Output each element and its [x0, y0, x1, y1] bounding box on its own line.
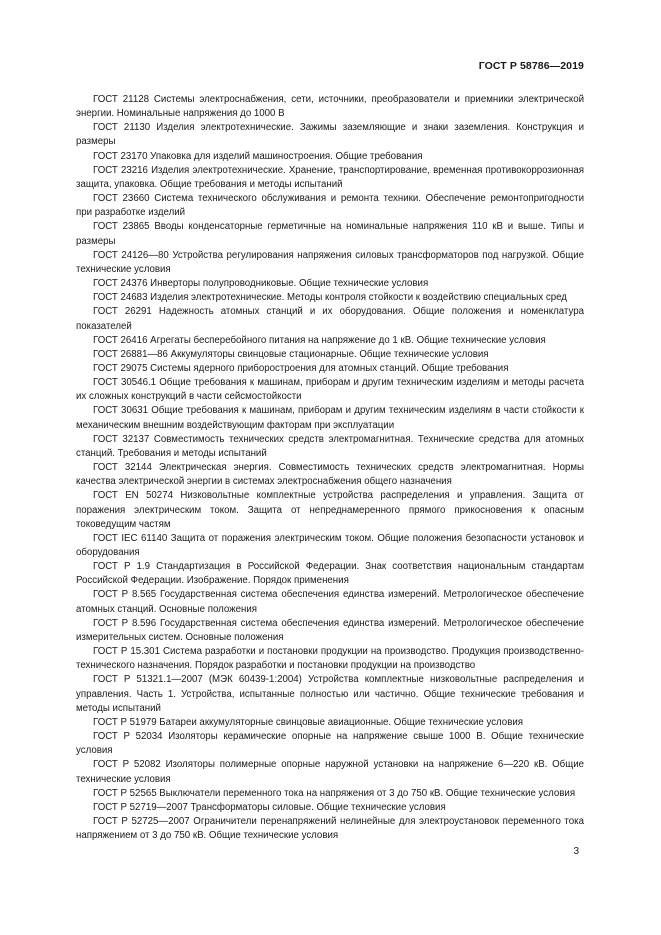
reference-item: ГОСТ 32144 Электрическая энергия. Совместимость технических средств электромагнитная. Нормы качества электрической энергии в системах электроснабжения общего назначения: [76, 462, 584, 488]
reference-item: ГОСТ 23865 Вводы конденсаторные герметичные на номинальные напряжения 110 кВ и выше. Типы и размеры: [76, 221, 584, 247]
reference-item: ГОСТ IEC 61140 Защита от поражения электрическим током. Общие положения безопасности установок и оборудования: [76, 532, 584, 558]
reference-item: ГОСТ Р 1.9 Стандартизация в Российской Федерации. Знак соответствия национальным стандартам Российской Федерации. Изображение. Порядок применения: [76, 561, 584, 587]
reference-item: ГОСТ Р 8.565 Государственная система обеспечения единства измерений. Метрологическое обеспечение атомных станций. Основные положения: [76, 589, 584, 615]
reference-item: ГОСТ 29075 Системы ядерного приборостроения для атомных станций. Общие требования: [93, 362, 509, 374]
reference-item: ГОСТ 21130 Изделия электротехнические. Зажимы заземляющие и знаки заземления. Конструкция и размеры: [76, 122, 584, 148]
reference-item: ГОСТ 24683 Изделия электротехнические. Методы контроля стойкости к воздействию специальных сред: [93, 292, 567, 304]
reference-item: ГОСТ 23170 Упаковка для изделий машиностроения. Общие требования: [93, 150, 423, 162]
reference-item: ГОСТ 26881—86 Аккумуляторы свинцовые стационарные. Общие технические условия: [93, 348, 489, 360]
reference-item: ГОСТ Р 52034 Изоляторы керамические опорные на напряжение свыше 1000 В. Общие технические условия: [76, 731, 584, 757]
reference-item: ГОСТ 24376 Инверторы полупроводниковые. Общие технические условия: [93, 278, 429, 290]
reference-item: ГОСТ 26291 Надежность атомных станций и их оборудования. Общие положения и номенклатура показателей: [76, 306, 584, 332]
reference-item: ГОСТ 30631 Общие требования к машинам, приборам и другим техническим изделиям в части стойкости к механическим внешним воздействующим факторам при эксплуатации: [76, 405, 584, 431]
reference-item: ГОСТ Р 52719—2007 Трансформаторы силовые. Общие технические условия: [93, 801, 446, 813]
reference-item: ГОСТ 26416 Агрегаты бесперебойного питания на напряжение до 1 кВ. Общие технические условия: [93, 334, 546, 346]
reference-item: ГОСТ EN 50274 Низковольтные комплектные устройства распределения и управления. Защита от поражения электрическим током. Защита от непреднамеренного прямого прикосновения к опасным токоведущим частям: [76, 490, 584, 530]
reference-item: ГОСТ Р 52725—2007 Ограничители перенапряжений нелинейные для электроустановок переменного тока напряжением от 3 до 750 кВ. Общие технические условия: [76, 815, 584, 842]
reference-item: ГОСТ 32137 Совместимость технических средств электромагнитная. Технические средства для атомных станций. Требования и методы испытаний: [76, 433, 584, 459]
reference-item: ГОСТ 23660 Система технического обслуживания и ремонта техники. Обеспечение ремонтопригодности при разработке изделий: [76, 193, 584, 219]
reference-item: ГОСТ Р 52565 Выключатели переменного тока на напряжения от 3 до 750 кВ. Общие технические условия: [93, 787, 576, 799]
reference-item: ГОСТ 23216 Изделия электротехнические. Хранение, транспортирование, временная противокоррозионная защита, упаковка. Общие требования и методы испытаний: [76, 164, 584, 190]
normative-references-list: [76, 93, 584, 843]
document-header-id: ГОСТ Р 58786—2019: [478, 60, 584, 72]
reference-item: ГОСТ Р 8.596 Государственная система обеспечения единства измерений. Метрологическое обеспечение измерительных систем. Основные положения: [76, 617, 584, 643]
reference-item: ГОСТ Р 15.301 Система разработки и постановки продукции на производство. Продукция производственно-технического назначения. Порядок разработки и постановки продукции на производство: [76, 646, 584, 672]
reference-item: ГОСТ 21128 Системы электроснабжения, сети, источники, преобразователи и приемники электрической энергии. Номинальные напряжения до 1000 В: [76, 94, 584, 120]
reference-item: ГОСТ Р 52082 Изоляторы полимерные опорные наружной установки на напряжение 6—220 кВ. Общие технические условия: [76, 759, 584, 785]
reference-item: ГОСТ Р 51321.1—2007 (МЭК 60439-1:2004) Устройства комплектные низковольтные распределения и управления. Часть 1. Устройства, испытанные полностью или частично. Общие технические требования и методы испытаний: [76, 674, 584, 714]
reference-item: ГОСТ Р 51979 Батареи аккумуляторные свинцовые авиационные. Общие технические условия: [93, 716, 524, 728]
reference-item: ГОСТ 30546.1 Общие требования к машинам, приборам и другим техническим изделиям и методы расчета их сложных конструкций в части сейсмостойкости: [76, 377, 584, 403]
reference-item: ГОСТ 24126—80 Устройства регулирования напряжения силовых трансформаторов под нагрузкой. Общие технические условия: [76, 249, 584, 275]
page-number: 3: [573, 846, 579, 857]
